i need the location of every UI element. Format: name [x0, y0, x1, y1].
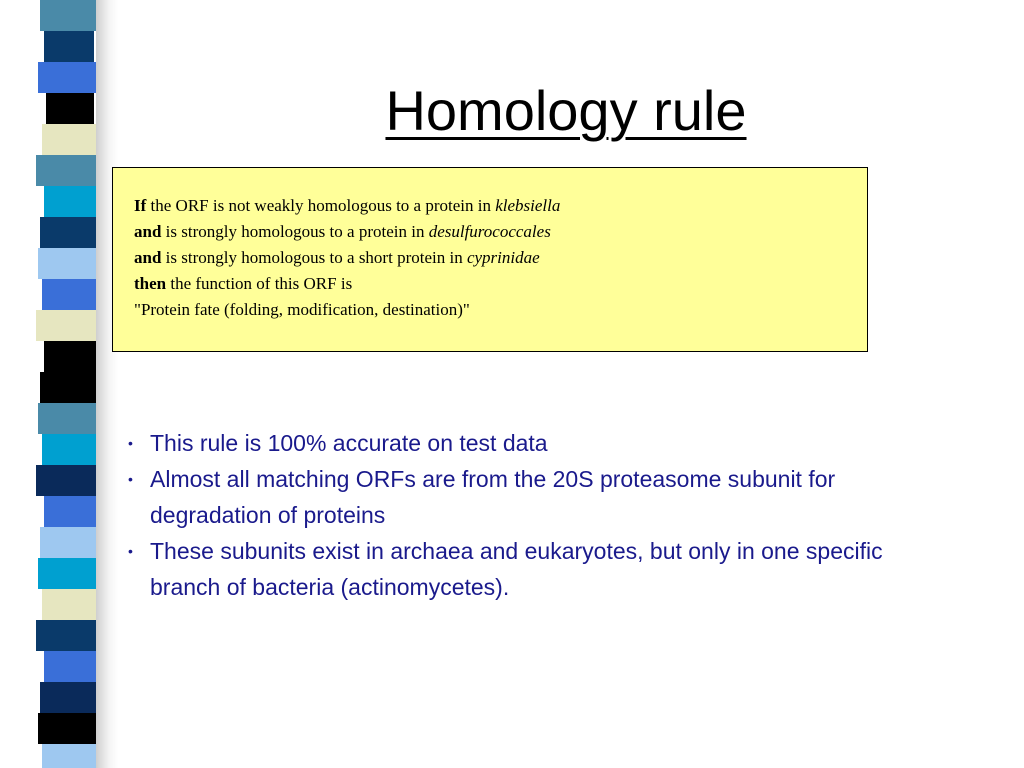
bullet-dot: • — [128, 435, 133, 451]
bullet-list — [126, 425, 886, 605]
strip-block — [44, 186, 96, 217]
strip-block — [40, 527, 96, 558]
strip-block — [38, 713, 96, 744]
strip-block — [44, 341, 96, 372]
strip-block — [36, 310, 96, 341]
bullet-item — [126, 533, 886, 605]
strip-block — [46, 93, 94, 124]
rule-keyword: then — [134, 274, 167, 293]
strip-block — [40, 682, 96, 713]
rule-keyword: and — [134, 222, 162, 241]
strip-block — [38, 62, 96, 93]
bullet-item — [126, 425, 886, 461]
rule-taxon: klebsiella — [495, 196, 561, 215]
bullet-dot: • — [128, 471, 133, 487]
strip-block — [42, 434, 96, 465]
bullet-text: These subunits exist in archaea and eukaryotes, but only in one specific branch of bacteria (actinomycetes). — [150, 538, 883, 600]
rule-text: is strongly homologous to a protein in — [161, 222, 429, 241]
strip-block — [40, 0, 96, 31]
strip-block — [36, 465, 96, 496]
rule-line-4 — [134, 271, 867, 297]
strip-block — [36, 155, 96, 186]
bullet-text: This rule is 100% accurate on test data — [150, 430, 548, 456]
rule-box — [112, 167, 868, 352]
strip-block — [44, 651, 96, 682]
rule-text: the function of this ORF is — [166, 274, 353, 293]
bullet-dot: • — [128, 543, 133, 559]
strip-block — [40, 372, 96, 403]
strip-block — [42, 124, 96, 155]
strip-block — [38, 558, 96, 589]
rule-keyword: If — [134, 196, 147, 215]
strip-block — [38, 403, 96, 434]
rule-text: is strongly homologous to a short protein in — [161, 248, 467, 267]
strip-shadow — [96, 0, 118, 768]
rule-taxon: cyprinidae — [466, 248, 540, 267]
strip-block — [42, 589, 96, 620]
rule-line-1 — [134, 193, 867, 219]
rule-text: "Protein fate (folding, modification, destination)" — [134, 300, 470, 319]
strip-block — [44, 31, 94, 62]
bullet-text: Almost all matching ORFs are from the 20S proteasome subunit for degradation of proteins — [150, 466, 836, 528]
slide-title: Homology rule — [385, 79, 747, 142]
strip-block — [42, 279, 96, 310]
rule-keyword: and — [134, 248, 162, 267]
decorative-side-strip — [0, 0, 118, 768]
rule-line-3 — [134, 245, 867, 271]
strip-block — [44, 496, 96, 527]
bullet-item — [126, 461, 886, 533]
strip-block — [40, 217, 96, 248]
strip-block — [42, 744, 96, 768]
strip-block — [38, 248, 96, 279]
rule-taxon: desulfurococcales — [428, 222, 551, 241]
rule-line-2 — [134, 219, 867, 245]
rule-line-5 — [134, 297, 867, 323]
rule-text: the ORF is not weakly homologous to a protein in — [146, 196, 496, 215]
strip-block — [36, 620, 96, 651]
